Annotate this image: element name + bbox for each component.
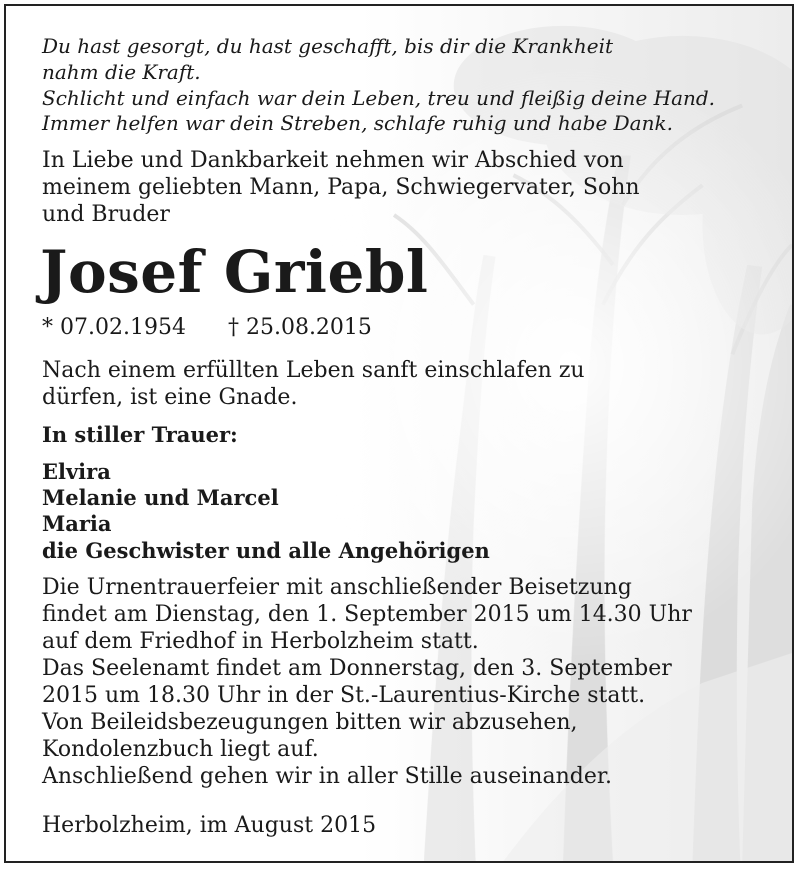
mourner: Maria	[42, 511, 112, 536]
notice-text	[6, 6, 792, 861]
quote-line: dürfen, ist eine Gnade.	[42, 385, 298, 410]
motto-line: Immer helfen war dein Streben, schlafe ruhig und habe Dank.	[42, 111, 673, 135]
intro-line: In Liebe und Dankbarkeit nehmen wir Abschied von	[42, 148, 624, 173]
quote-line: Nach einem erfüllten Leben sanft einschlafen zu	[42, 358, 585, 383]
detail-line: Anschließend gehen wir in aller Stille auseinander.	[42, 764, 612, 789]
motto-line: Du hast gesorgt, du hast geschafft, bis dir die Krankheit	[42, 34, 614, 58]
birth-date: * 07.02.1954	[42, 315, 186, 340]
obituary-notice	[4, 4, 794, 863]
detail-line: 2015 um 18.30 Uhr in der St.-Laurentius-Kirche statt.	[42, 683, 646, 708]
life-dates	[42, 314, 372, 341]
detail-line: auf dem Friedhof in Herbolzheim statt.	[42, 629, 479, 654]
detail-line: Das Seelenamt findet am Donnerstag, den 3. September	[42, 656, 672, 681]
intro-line: meinem geliebten Mann, Papa, Schwiegervater, Sohn	[42, 175, 640, 200]
detail-line: Kondolenzbuch liegt auf.	[42, 737, 319, 762]
motto-line: Schlicht und einfach war dein Leben, treu und fleißig deine Hand.	[42, 86, 716, 110]
deceased-name: Josef Griebl	[40, 238, 429, 306]
detail-line: findet am Dienstag, den 1. September 2015 um 14.30 Uhr	[42, 602, 692, 627]
death-date: † 25.08.2015	[227, 315, 372, 340]
detail-line: Von Beileidsbezeugungen bitten wir abzusehen,	[42, 710, 578, 735]
mourner: die Geschwister und alle Angehörigen	[42, 538, 490, 563]
motto-line: nahm die Kraft.	[42, 60, 201, 84]
intro-line: und Bruder	[42, 202, 170, 227]
mourning-heading: In stiller Trauer:	[42, 422, 238, 447]
mourner: Melanie und Marcel	[42, 485, 279, 510]
place-and-date: Herbolzheim, im August 2015	[42, 813, 377, 838]
mourner: Elvira	[42, 459, 111, 484]
detail-line: Die Urnentrauerfeier mit anschließender Beisetzung	[42, 575, 632, 600]
